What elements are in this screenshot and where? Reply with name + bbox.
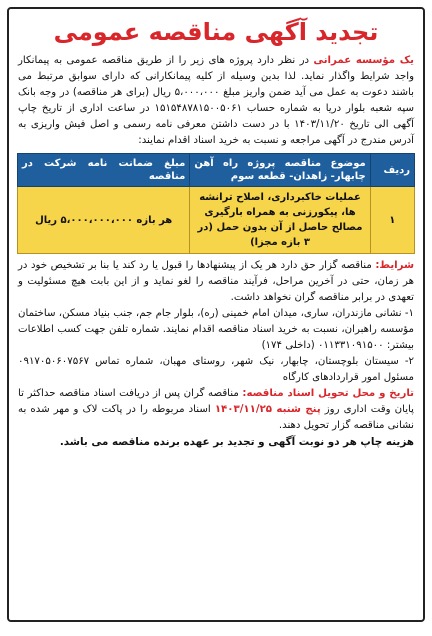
address-1: ۱- نشانی مازندران، ساری، میدان امام خمینی (ره)، بلوار جام جم، جنب بنیاد مسکن، ساختمان مؤسسه راهبران، نسبت به خرید اسناد مناقصه اقدام نمایند. شماره تلفن جهت کسب اطلاعات بیشتر: ۰۱۱۳۳۱۰۹۱۵۰۰ (داخلی ۱۷۴) <box>18 308 414 351</box>
intro-paragraph <box>9 53 423 149</box>
address-2: ۲- سیستان بلوچستان، چابهار، نیک شهر، روستای مهبان، شماره تماس ۰۹۱۷۰۵۰۶۰۷۵۶۷ مسئول امور قراردادهای کارگاه <box>18 356 414 383</box>
tender-table <box>17 153 415 254</box>
delivery-label: تاریخ و محل تحویل اسناد مناقصه: <box>242 388 414 399</box>
delivery-paragraph <box>9 386 423 434</box>
header-row-number: ردیف <box>370 154 414 187</box>
footer-note: هزینه چاپ هر دو نوبت آگهی و تجدید بر عهده برنده مناقصه می باشد. <box>59 436 414 448</box>
delivery-text-1: مناقصه گران پس از دریافت اسناد مناقصه حداکثر تا پایان وقت اداری روز <box>18 388 414 415</box>
delivery-text-2: اسناد مربوطه را در پاکت لاک و مهر شده به نشانی مناقصه گزار تحویل دهند. <box>18 404 414 431</box>
header-project: موضوع مناقصه پروژه راه آهن چابهار- زاهدان- قطعه سوم <box>190 154 370 187</box>
conditions-label: شرایط: <box>375 260 414 271</box>
cell-row-number: ۱ <box>370 187 414 254</box>
conditions-paragraph <box>9 258 423 306</box>
cell-project: عملیات خاکبرداری، اصلاح ترانشه ها، پیکورزنی به همراه بارگیری مصالح حاصل از آن بدون حمل (در ۳ بازه مجزا) <box>190 187 370 254</box>
intro-text: در نظر دارد پروژه های زیر را از طریق مناقصه عمومی به پیمانکار واجد شرایط واگذار نماید. لذا بدین وسیله از کلیه پیمانکارانی که دارای سوابق مرتبط می باشند دعوت به عمل می آید ضمن واریز مبلغ ۵،۰۰۰،۰۰۰ ریال (برای هر مناقصه) در وجه بانک سپه شعبه بلوار دریا به شماره حساب ۱۵۱۵۴۸۷۸۱۵۰۰۵۰۶۱ در ساعت اداری از تاریخ چاپ آگهی الی تاریخ ۱۴۰۳/۱۱/۲۰ با در دست داشتن معرفی نامه رسمی و اصل فیش واریزی به آدرس مندرج در آگهی مراجعه و نسبت به خرید اسناد اقدام نمایند: <box>18 55 414 146</box>
organization-name: یک مؤسسه عمرانی <box>313 55 414 66</box>
cell-guarantee: هر بازه ۵،۰۰۰،۰۰۰،۰۰۰ ریال <box>18 187 190 254</box>
header-guarantee: مبلغ ضمانت نامه شرکت در مناقصه <box>18 154 190 187</box>
tender-notice <box>7 7 425 622</box>
table-row <box>18 187 415 254</box>
conditions-text: مناقصه گزار حق دارد هر یک از پیشنهادها را قبول یا رد کند یا بنا بر تشخیص خود در هر زمان، حتی در آخرین مراحل، فرآیند مناقصه را لغو نماید و از این بابت هیچ مسئولیت و تعهدی در برابر مناقصه گران نخواهد داشت. <box>18 260 414 303</box>
table-header-row <box>18 154 415 187</box>
notice-title: تجدید آگهی مناقصه عمومی <box>53 18 379 46</box>
delivery-deadline: پنج شنبه ۱۴۰۳/۱۱/۲۵ <box>214 404 321 415</box>
